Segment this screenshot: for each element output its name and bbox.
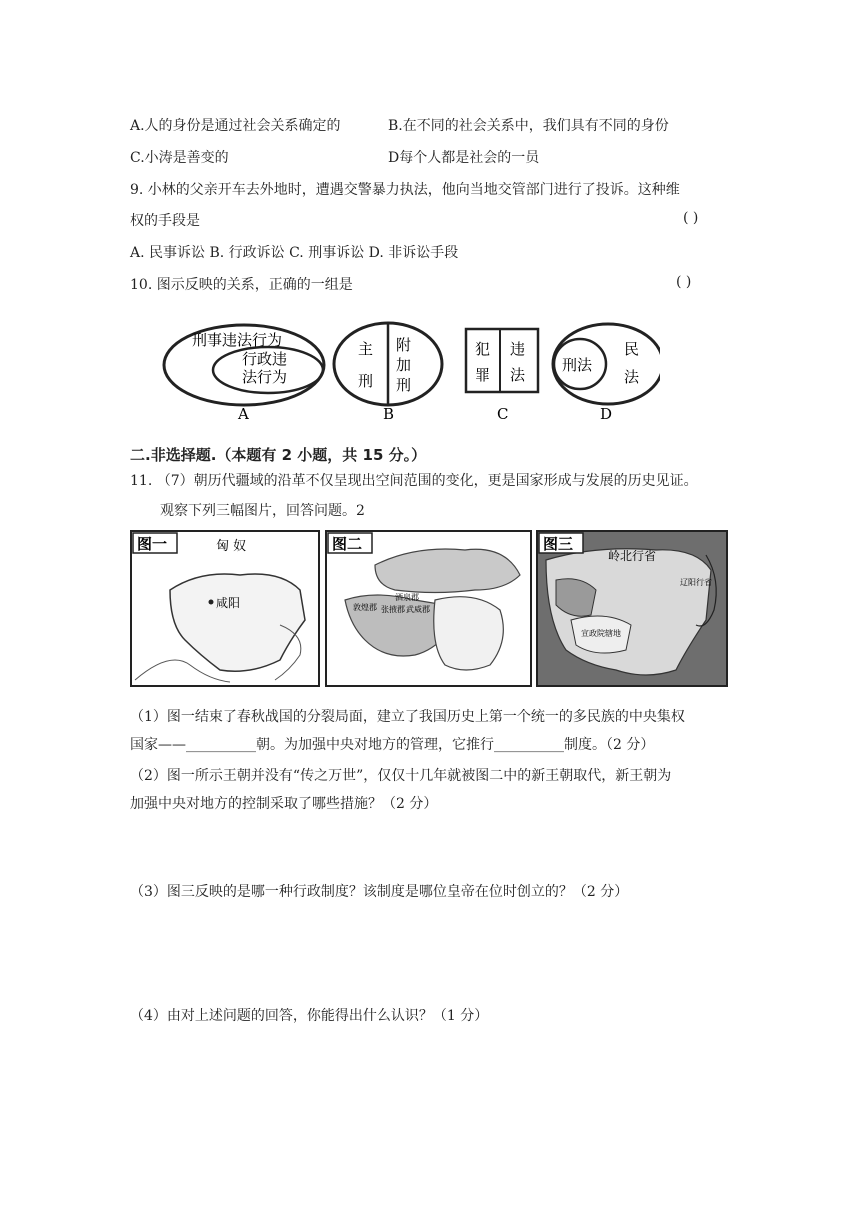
q10-answer-bracket: ( ) <box>676 274 692 290</box>
map-2-label-4: 酒泉郡 <box>395 593 419 602</box>
map-3-title: 图三 <box>543 535 574 553</box>
q8-option-b: B.在不同的社会关系中，我们具有不同的身份 <box>388 118 669 134</box>
diagram-a-inner-label-1: 行政违 <box>242 350 288 368</box>
diagram-b-left-2: 刑 <box>358 372 374 390</box>
diagram-a-inner-label-2: 法行为 <box>242 368 288 386</box>
q9-options: A. 民事诉讼 B. 行政诉讼 C. 刑事诉讼 D. 非诉讼手段 <box>130 245 459 261</box>
diagram-c-right-1: 违 <box>510 340 526 358</box>
diagram-d-inner-label: 刑法 <box>562 356 593 374</box>
map-1-capital-dot <box>209 600 214 605</box>
map-1-label-2: 咸阳 <box>216 596 241 610</box>
diagram-c-left-2: 罪 <box>475 366 491 384</box>
q11-text-line2: 观察下列三幅图片，回答问题。2 <box>160 503 365 519</box>
q8-option-a: A.人的身份是通过社会关系确定的 <box>130 118 341 134</box>
map-2 <box>325 530 532 687</box>
diagram-b-letter: B <box>383 405 395 422</box>
q11-text-line1: 11. （7）朝历代疆域的沿革不仅呈现出空间范围的变化，更是国家形成与发展的历史见证。 <box>130 473 698 489</box>
diagram-b-right-3: 刑 <box>396 376 412 394</box>
diagram-b-right-1: 附 <box>396 336 412 354</box>
q10-text: 10. 图示反映的关系，正确的一组是 <box>130 277 353 293</box>
diagram-b-left-1: 主 <box>358 340 374 358</box>
q8-option-d: D每个人都是社会的一员 <box>388 150 540 166</box>
map-1-title: 图一 <box>137 535 168 553</box>
map-1-label-1: 匈 奴 <box>216 539 247 554</box>
map-2-title: 图二 <box>332 535 363 553</box>
map-2-label-2: 张掖郡 <box>381 605 405 614</box>
q11-sub2-line2: 加强中央对地方的控制采取了哪些措施？（2 分） <box>130 796 438 812</box>
map-3-label-1: 岭北行省 <box>608 549 657 563</box>
map-3 <box>536 530 728 687</box>
diagram-c-left-1: 犯 <box>475 340 491 358</box>
map-2-label-1: 敦煌郡 <box>353 603 377 612</box>
diagram-d-outer-2: 法 <box>624 368 640 386</box>
map-3-label-3: 辽阳行省 <box>680 578 712 587</box>
map-3-label-2: 宣政院辖地 <box>581 629 621 638</box>
q11-sub2-line1: （2）图一所示王朝并没有“传之万世”，仅仅十几年就被图二中的新王朝取代，新王朝为 <box>130 768 672 784</box>
section-2-heading: 二.非选择题.（本题有 2 小题，共 15 分。） <box>130 446 427 464</box>
diagram-c-right-2: 法 <box>510 366 526 384</box>
map-2-label-3: 武威郡 <box>406 605 430 614</box>
map-1 <box>130 530 320 687</box>
q8-option-c: C.小涛是善变的 <box>130 150 229 166</box>
diagram-b-right-2: 加 <box>396 356 412 374</box>
diagram-d-letter: D <box>600 405 613 422</box>
q9-answer-bracket: ( ) <box>683 210 699 226</box>
q9-text-line1: 9. 小林的父亲开车去外地时，遭遇交警暴力执法，他向当地交管部门进行了投诉。这种维 <box>130 182 680 198</box>
q11-sub3: （3）图三反映的是哪一种行政制度？该制度是哪位皇帝在位时创立的？（2 分） <box>130 884 629 900</box>
diagram-d-outer-1: 民 <box>624 340 640 358</box>
q11-sub1-line2: 国家——__________朝。为加强中央对地方的管理，它推行__________制度。（2 分） <box>130 737 655 753</box>
q9-text-line2: 权的手段是 <box>130 213 200 229</box>
diagram-a-letter: A <box>238 405 249 422</box>
diagram-a-outer-label: 刑事违法行为 <box>192 331 283 349</box>
q11-sub1-line1: （1）图一结束了春秋战国的分裂局面，建立了我国历史上第一个统一的多民族的中央集权 <box>130 709 685 725</box>
q10-relationship-diagram <box>160 318 660 422</box>
diagram-c-letter: C <box>497 405 509 422</box>
q11-sub4: （4）由对上述问题的回答，你能得出什么认识？（1 分） <box>130 1008 489 1024</box>
